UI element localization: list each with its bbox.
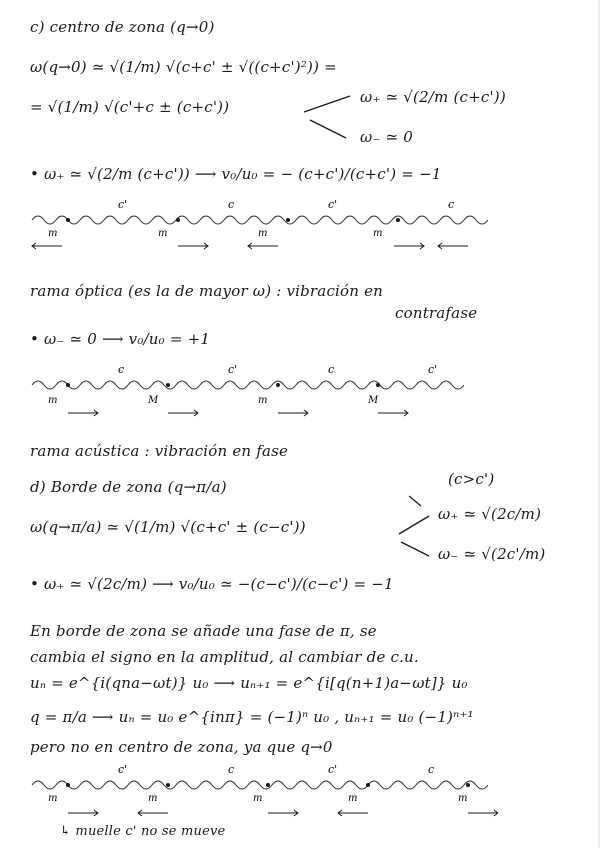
branch-omega-plus: ω₊ ≃ √(2/m (c+c')) bbox=[360, 88, 506, 106]
branch-arrows-d bbox=[395, 492, 435, 562]
chain-label-c: c bbox=[118, 365, 125, 376]
chain-label-m: m bbox=[148, 793, 158, 804]
chain-diagram-acoustic bbox=[28, 365, 498, 421]
equation-3: • ω₊ ≃ √(2/m (c+c')) ⟶ v₀/u₀ = − (c+c')/(c+c') = −1 bbox=[30, 165, 442, 183]
chain-label-cp: c' bbox=[428, 365, 438, 376]
chain-label-cp: c' bbox=[328, 200, 338, 211]
chain-label-M: M bbox=[148, 395, 159, 406]
section-d-title: d) Borde de zona (q→π/a) bbox=[30, 478, 227, 496]
chain-label-c: c bbox=[428, 765, 435, 776]
chain-label-m: m bbox=[48, 228, 58, 239]
chain-label-M: M bbox=[368, 395, 379, 406]
branch-d-omega-minus: ω₋ ≃ √(2c'/m) bbox=[438, 545, 546, 563]
chain-label-cp: c' bbox=[118, 200, 128, 211]
chain-label-m: m bbox=[158, 228, 168, 239]
chain-label-c: c bbox=[328, 365, 335, 376]
chain-label-m: m bbox=[458, 793, 468, 804]
chain-label-c: c bbox=[448, 200, 455, 211]
paragraph-line-4: q = π/a ⟶ uₙ = u₀ e^{inπ} = (−1)ⁿ u₀ , uₙ₊₁ = u₀ (−1)ⁿ⁺¹ bbox=[30, 708, 474, 726]
chain-label-cp: c' bbox=[228, 365, 238, 376]
chain-label-m: m bbox=[348, 793, 358, 804]
section-c-title: c) centro de zona (q→0) bbox=[30, 18, 215, 36]
paragraph-line-1: En borde de zona se añade una fase de π, se bbox=[30, 622, 377, 640]
optical-branch-line-1: rama óptica (es la de mayor ω) : vibración en bbox=[30, 282, 384, 300]
acoustic-branch-line: rama acústica : vibración en fase bbox=[30, 442, 289, 460]
paragraph-line-5: pero no en centro de zona, ya que q→0 bbox=[30, 738, 333, 756]
chain-label-m: m bbox=[48, 395, 58, 406]
chain-label-m: m bbox=[48, 793, 58, 804]
equation-1: ω(q→0) ≃ √(1/m) √(c+c' ± √((c+c')²)) = bbox=[30, 58, 337, 76]
branch-d-omega-plus: ω₊ ≃ √(2c/m) bbox=[438, 505, 542, 523]
paragraph-line-2: cambia el signo en la amplitud, al cambiar de c.u. bbox=[30, 648, 419, 666]
equation-2: = √(1/m) √(c'+c ± (c+c')) bbox=[30, 98, 230, 116]
chain-label-m: m bbox=[258, 395, 268, 406]
chain-diagram-optical bbox=[28, 200, 498, 256]
equation-4: • ω₋ ≃ 0 ⟶ v₀/u₀ = +1 bbox=[30, 330, 211, 348]
branch-arrows bbox=[300, 90, 360, 150]
chain-label-cp: c' bbox=[328, 765, 338, 776]
chain-label-c: c bbox=[228, 765, 235, 776]
chain-label-m: m bbox=[253, 793, 263, 804]
footnote: ↳ muelle c' no se mueve bbox=[60, 824, 226, 839]
paragraph-line-3: uₙ = e^{i(qna−ωt)} u₀ ⟶ uₙ₊₁ = e^{i[q(n+1)a−ωt]} u₀ bbox=[30, 674, 468, 692]
equation-5: ω(q→π/a) ≃ √(1/m) √(c+c' ± (c−c')) bbox=[30, 518, 306, 536]
chain-label-c: c bbox=[228, 200, 235, 211]
branch-omega-minus: ω₋ ≃ 0 bbox=[360, 128, 413, 146]
chain-label-cp: c' bbox=[118, 765, 128, 776]
condition-c-greater: (c>c') bbox=[448, 470, 495, 488]
chain-label-m: m bbox=[373, 228, 383, 239]
optical-branch-line-2: contrafase bbox=[395, 304, 478, 322]
chain-diagram-zone-edge bbox=[28, 765, 498, 821]
chain-label-m: m bbox=[258, 228, 268, 239]
equation-6: • ω₊ ≃ √(2c/m) ⟶ v₀/u₀ ≃ −(c−c')/(c−c') = −1 bbox=[30, 575, 394, 593]
